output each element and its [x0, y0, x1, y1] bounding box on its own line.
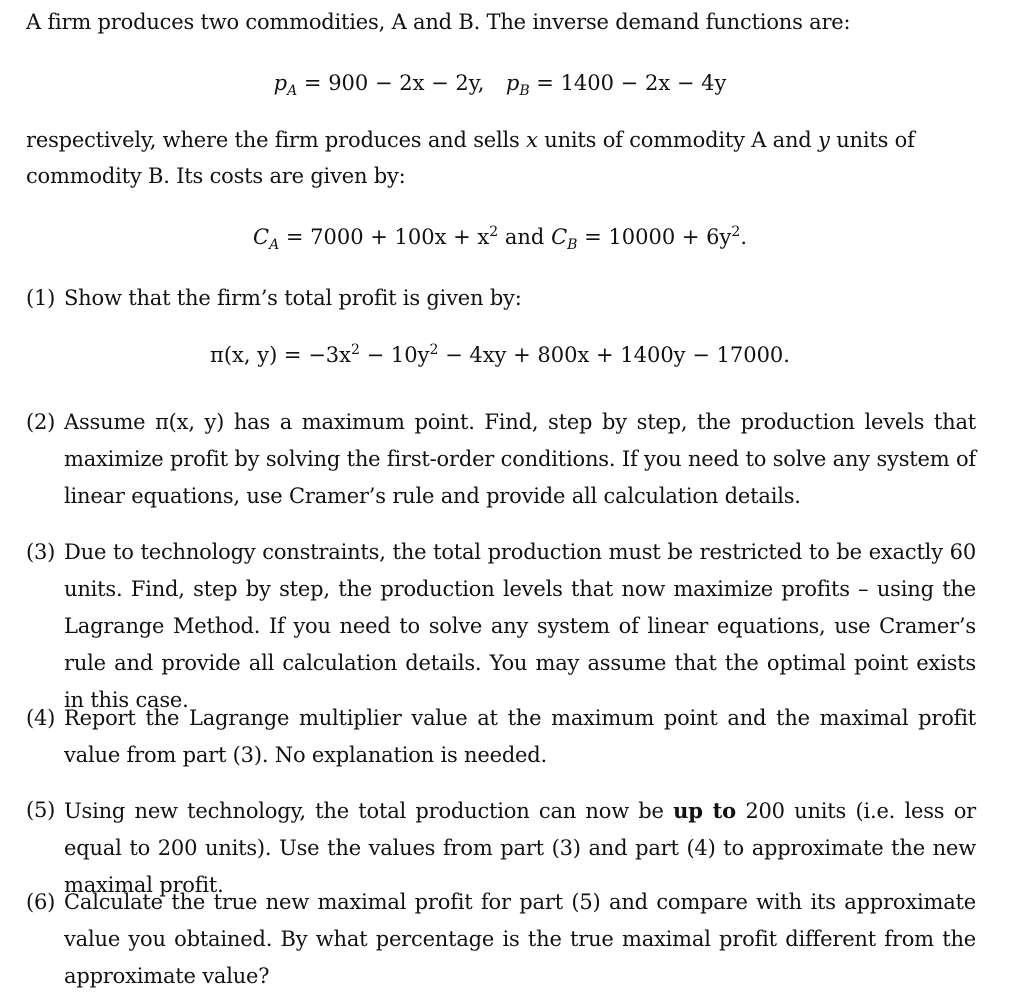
var-y: y: [818, 128, 830, 152]
pA-expression: = 900 − 2x − 2y,: [303, 71, 485, 95]
profit-mid: − 10y: [359, 343, 430, 367]
cB-expression: = 10000 + 6y: [584, 225, 732, 249]
question-text: Show that the firm’s total profit is given by:: [64, 286, 522, 310]
intro-2-part-1: respectively, where the firm produces and sells: [26, 128, 520, 152]
cA-expression: = 7000 + 100x + x: [285, 225, 490, 249]
question-5-emphasis: up to: [673, 798, 736, 823]
cost-and: and: [504, 225, 545, 249]
pA-symbol: p: [273, 71, 288, 95]
intro-line-1: [26, 4, 976, 40]
question-4: [26, 700, 976, 774]
cB-period: .: [740, 225, 747, 249]
intro-paragraph-2: [26, 122, 976, 194]
cA-symbol: C: [253, 225, 270, 249]
demand-equation: [0, 66, 1000, 108]
question-text: Report the Lagrange multiplier value at the maximum point and the maximal profit value from part (3). No explanation is needed.: [64, 706, 976, 767]
var-x: x: [526, 128, 538, 152]
profit-equation: [0, 338, 1000, 372]
question-number: (5): [26, 798, 56, 822]
cA-exponent: 2: [489, 224, 499, 240]
question-5-text-after: 200 units (i.e. less or equal to 200 units). Use the values from part (3) and part (4) to approximate the new maximal profit.: [64, 799, 976, 897]
profit-exponent-1: 2: [351, 342, 360, 358]
intro-text: A firm produces two commodities, A and B. The inverse demand functions are:: [26, 10, 851, 34]
cB-subscript: B: [567, 237, 578, 253]
intro-2-part-2: units of commodity A and: [544, 128, 812, 152]
question-3: [26, 534, 976, 719]
profit-exponent-2: 2: [429, 342, 439, 358]
question-number: (1): [26, 286, 56, 310]
question-number: (4): [26, 706, 56, 730]
question-text: Due to technology constraints, the total production must be restricted to be exactly 60 units. Find, step by step, the production levels that now maximize profits – using the Lagrange Method. If you need to solve any system of linear equations, use Cramer’s rule and provide all calculation details. You may assume that the optimal point exists in this case.: [64, 540, 976, 712]
question-text: Assume π(x, y) has a maximum point. Find, step by step, the production levels that maximize profit by solving the first-order conditions. If you need to solve any system of linear equations, use Cramer’s rule and provide all calculation details.: [64, 410, 976, 508]
question-2: [26, 404, 976, 515]
profit-lhs: π(x, y) = −3x: [210, 343, 352, 367]
profit-rhs: − 4xy + 800x + 1400y − 17000.: [438, 343, 790, 367]
cost-equation: [0, 220, 1000, 262]
cA-subscript: A: [269, 237, 280, 253]
question-6: [26, 884, 976, 995]
question-1: [26, 280, 976, 317]
cB-symbol: C: [551, 225, 568, 249]
pB-symbol: p: [505, 71, 520, 95]
question-number: (3): [26, 540, 56, 564]
question-number: (6): [26, 890, 56, 914]
pA-subscript: A: [287, 83, 298, 99]
question-5-text-before: Using new technology, the total production can now be: [64, 799, 664, 823]
question-text: Calculate the true new maximal profit for part (5) and compare with its approximate value you obtained. By what percentage is the true maximal profit different from the approximate value?: [64, 890, 976, 988]
pB-subscript: B: [519, 83, 530, 99]
intro-2-part-3: units of commodity B. Its costs are given by:: [26, 128, 915, 188]
cB-exponent: 2: [731, 224, 741, 240]
question-number: (2): [26, 410, 56, 434]
pB-expression: = 1400 − 2x − 4y: [536, 71, 727, 95]
